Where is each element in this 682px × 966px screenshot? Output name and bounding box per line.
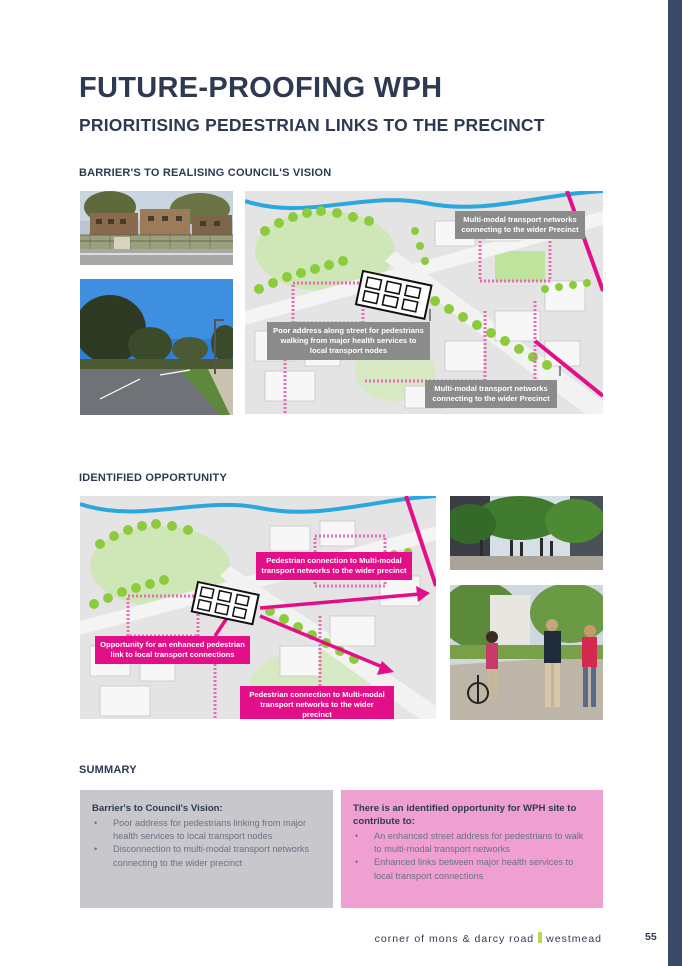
footer-separator: [538, 932, 542, 943]
photo-fenced-buildings: [80, 191, 233, 265]
photo-street-trees: [80, 279, 233, 415]
page-edge-bar: [668, 0, 682, 966]
map-barriers: [245, 191, 603, 414]
photo-people-walking: [450, 585, 603, 720]
map-barriers-callout-transport-top: Multi-modal transport networks connecting to the wider Precinct: [455, 211, 585, 239]
summary-heading: SUMMARY: [79, 764, 137, 776]
page-title: FUTURE-PROOFING WPH: [79, 72, 443, 104]
list-item: • Disconnection to multi-modal transport networks connecting to the wider precinct: [92, 843, 321, 869]
map-opportunity-callout-left: Opportunity for an enhanced pedestrian link to local transport connections: [95, 636, 250, 664]
summary-barriers-box: [80, 790, 333, 908]
footer-location-suburb: westmead: [546, 933, 602, 945]
map-opportunity-callout-top: Pedestrian connection to Multi-modal transport networks to the wider precinct: [256, 552, 412, 580]
map-opportunity-callout-bottom: Pedestrian connection to Multi-modal transport networks to the wider precinct: [240, 686, 394, 719]
summary-opportunity-title: There is an identified opportunity for WPH site to contribute to:: [353, 803, 577, 827]
summary-opportunity-box: [341, 790, 603, 908]
footer-location: [375, 932, 602, 945]
map-opportunity: [80, 496, 436, 719]
summary-opportunity-list: [353, 830, 591, 883]
map-barriers-callout-poor-address: Poor address along street for pedestrians walking from major health services to local transport nodes: [267, 322, 430, 360]
footer-location-address: corner of mons & darcy road: [374, 933, 535, 945]
list-item: • Poor address for pedestrians linking from major health services to local transport nodes: [92, 817, 321, 843]
map-barriers-callout-transport-bottom: Multi-modal transport networks connecting to the wider Precinct: [425, 380, 557, 408]
list-item: • Enhanced links between major health services to local transport connections: [353, 856, 591, 882]
summary-barriers-list: [92, 817, 321, 870]
barriers-heading: BARRIER'S TO REALISING COUNCIL'S VISION: [79, 167, 332, 179]
opportunity-heading: IDENTIFIED OPPORTUNITY: [79, 472, 228, 484]
page-number: 55: [645, 931, 657, 943]
photo-boulevard: [450, 496, 603, 570]
summary-barriers-title: Barrier's to Council's Vision:: [92, 803, 223, 814]
page-subtitle: PRIORITISING PEDESTRIAN LINKS TO THE PRECINCT: [79, 115, 545, 135]
list-item: • An enhanced street address for pedestrians to walk to multi-modal transport networks: [353, 830, 591, 856]
